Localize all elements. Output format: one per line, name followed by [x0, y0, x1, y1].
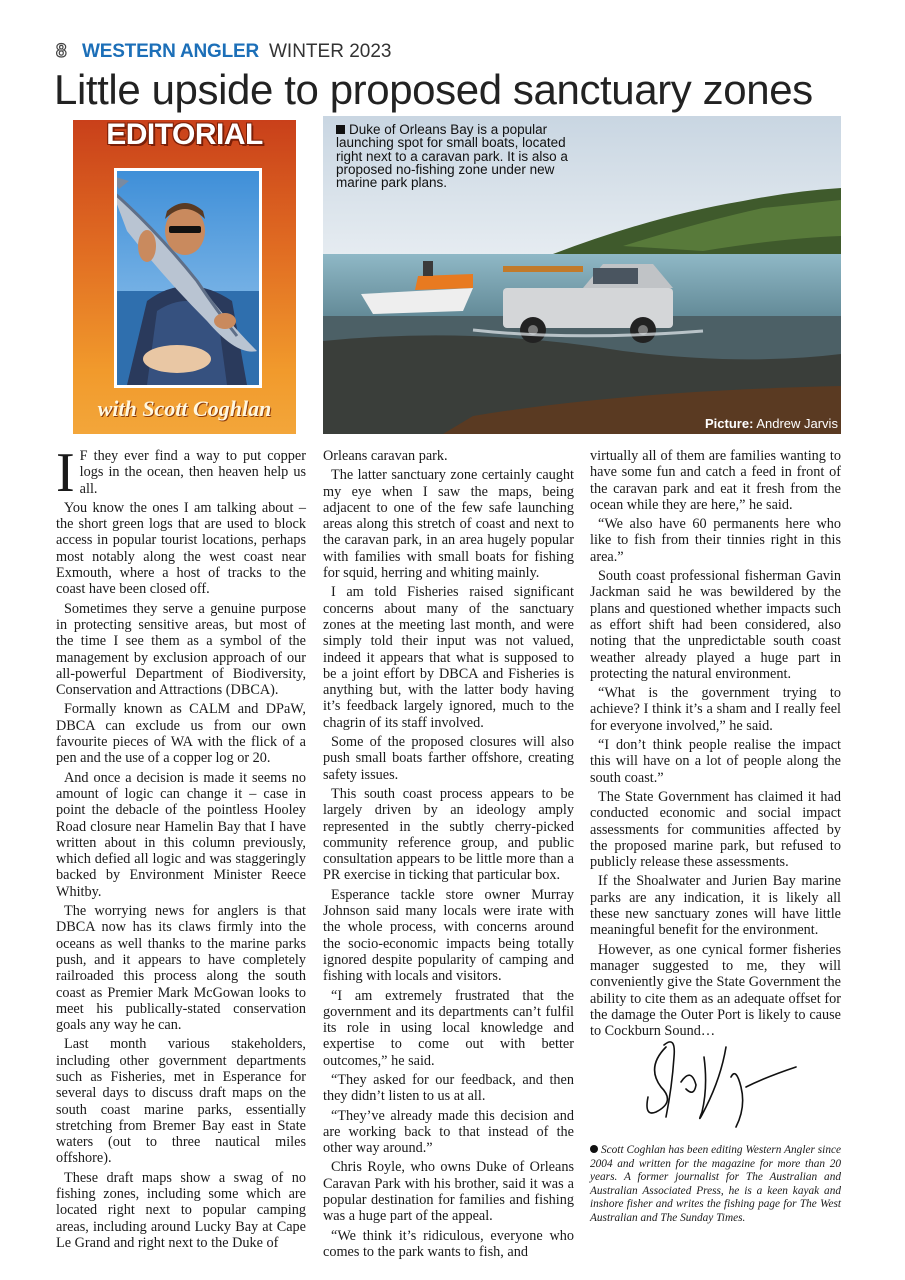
paragraph: “I am extremely frustrated that the government and its departments can’t fulfil its role in using local knowledge and expertise to come out with better outcomes,” he said.	[323, 987, 574, 1069]
article-column-1	[56, 442, 306, 1254]
editorial-box	[73, 120, 296, 434]
issue-label: WINTER 2023	[269, 41, 392, 62]
paragraph	[56, 442, 306, 504]
paragraph: And once a decision is made it seems no amount of logic can change it – case in point the debacle of the pointless Hooley Road closure near Hamelin Bay that I have written about in this column previously, which defied all logic and was staggeringly backed by Environment Minister Reece Whitby.	[56, 769, 306, 900]
paragraph: The latter sanctuary zone certainly caught my eye when I saw the maps, being adjacent to one of the few safe launching areas along this stretch of coast and next to the caravan park, in an area hugely popular with families with small boats for fishing for squid, herring and whiting mainly.	[323, 467, 574, 582]
paragraph: However, as one cynical former fisheries manager suggested to me, they will conveniently give the State Government the ability to cite them as an adequate offset for the damage the Outer Port is likely to cause to Cockburn Sound…	[590, 941, 841, 1040]
paragraph: “They’ve already made this decision and are working back to that instead of the other way around.”	[323, 1107, 574, 1157]
paragraph: “I don’t think people realise the impact this will have on a lot of people along the south coast.”	[590, 737, 841, 786]
paragraph: These draft maps show a swag of no fishing zones, including some which are located right next to popular camping areas, including around Lucky Bay at Cape Le Grand and right next to the Duke of	[56, 1169, 306, 1251]
article-column-3	[590, 448, 841, 1042]
headline: Little upside to proposed sanctuary zones	[54, 66, 813, 113]
paragraph: If the Shoalwater and Jurien Bay marine parks are any indication, it is likely all these new sanctuary zones will have little meaningful benefit for the environment.	[590, 873, 841, 939]
paragraph: You know the ones I am talking about – the short green logs that are used to block access in popular tourist locations, perhaps most notably along the west coast near Exmouth, where a host of tracks to the coast have been closed off.	[56, 499, 306, 598]
article-column-2	[323, 448, 574, 1263]
paragraph: This south coast process appears to be largely driven by an ideology amply represented in the subtly cherry-picked community reference group, and public consultation appears to be little more than a PR exercise in ticking that particular box.	[323, 785, 574, 884]
paragraph: South coast professional fisherman Gavin Jackman said he was bewildered by the plans and questioned whether impacts such as effort shift had been considered, also noting that the unpredictable south coast weather already played a huge part in protecting the natural environment.	[590, 568, 841, 682]
paragraph: I am told Fisheries raised significant concerns about many of the sanctuary zones at the meeting last month, and were simply told their input was not valued, indeed it appears that what is supposed to be a joint effort by DBCA and Fisheries is anything but, with the latter body having it’s feedback largely ignored, much to the chagrin of its staff involved.	[323, 584, 574, 731]
paragraph: The State Government has claimed it had conducted economic and social impact assessments for communities affected by the proposed marine park, but refused to publicly release these assessments.	[590, 788, 841, 871]
page-number: 8	[56, 41, 67, 62]
paragraph-text: F they ever find a way to put copper logs in the ocean, then heaven help us all.	[79, 448, 306, 497]
paragraph: Sometimes they serve a genuine purpose in protecting sensitive areas, but most of the time I see them as a symbol of the management by exclusion approach of our all-powerful Department of Biodiversity, Conservation and Attractions (DBCA).	[56, 600, 306, 699]
photo-caption	[336, 123, 588, 189]
paragraph: “We think it’s ridiculous, everyone who comes to the park wants to fish, and	[323, 1227, 574, 1260]
paragraph: Some of the proposed closures will also push small boats farther offshore, creating safety issues.	[323, 734, 574, 783]
paragraph: Last month various stakeholders, including other government departments such as Fisheries, met in Esperance for several days to discuss draft maps on the south coast marine parks, essentially stretching from Bremer Bay east in State waters (out to three nautical miles offshore).	[56, 1036, 306, 1167]
author-signature	[636, 1027, 806, 1135]
editorial-byline: with Scott Coghlan	[97, 396, 272, 421]
credit-label: Picture:	[705, 416, 754, 431]
author-photo	[114, 168, 262, 388]
caption-text: Duke of Orleans Bay is a popular launching spot for small boats, located right next to a caravan park. It is also a proposed no-fishing zone under new marine park plans.	[336, 122, 568, 191]
paragraph: Orleans caravan park.	[323, 448, 448, 464]
paragraph: “They asked for our feedback, and then they didn’t listen to us at all.	[323, 1071, 574, 1105]
folio	[56, 40, 391, 64]
photo-credit	[705, 416, 838, 431]
magazine-title: WESTERN ANGLER	[82, 41, 259, 62]
caption-bullet-icon	[336, 125, 345, 134]
paragraph: Chris Royle, who owns Duke of Orleans Caravan Park with his brother, said it was a popular destination for families and fishing was a huge part of the appeal.	[323, 1159, 574, 1225]
author-bio	[590, 1144, 841, 1225]
bio-text: Scott Coghlan has been editing Western Angler since 2004 and written for the magazine for more than 20 years. A former journalist for The Australian and Australian Associated Press, he is a keen kayak and inshore fisher and writes the fishing page for The West Australian and The Sunday Times.	[590, 1144, 841, 1224]
paragraph: “What is the government trying to achieve? I think it’s a sham and I really feel for everyone involved,” he said.	[590, 685, 841, 734]
credit-name: Andrew Jarvis	[756, 416, 838, 431]
editorial-label: EDITORIAL	[106, 120, 263, 151]
paragraph: Formally known as CALM and DPaW, DBCA can exclude us from our own favourite pieces of WA with the flick of a pen and the use of a copper log or 20.	[56, 701, 306, 767]
paragraph: “We also have 60 permanents here who like to fish from their tinnies right in this area.”	[590, 516, 841, 565]
drop-cap: I	[56, 442, 75, 504]
paragraph: Esperance tackle store owner Murray Johnson said many locals were irate with the whole process, with concerns around the socio-economic impacts being totally ignored despite popularity of camping and fishing with locals and visitors.	[323, 886, 574, 985]
paragraph: virtually all of them are families wanting to have some fun and catch a feed in front of the caravan park and eat it fresh from the ocean while they are here,” he said.	[590, 448, 841, 513]
paragraph: The worrying news for anglers is that DBCA now has its claws firmly into the oceans as well thanks to the marine parks push, and it appears to have completely railroaded this process along the south coast as Premier Mark McGowan looks to meet his publically-stated conservation goals any way he can.	[56, 903, 306, 1034]
bullet-icon	[590, 1145, 598, 1153]
